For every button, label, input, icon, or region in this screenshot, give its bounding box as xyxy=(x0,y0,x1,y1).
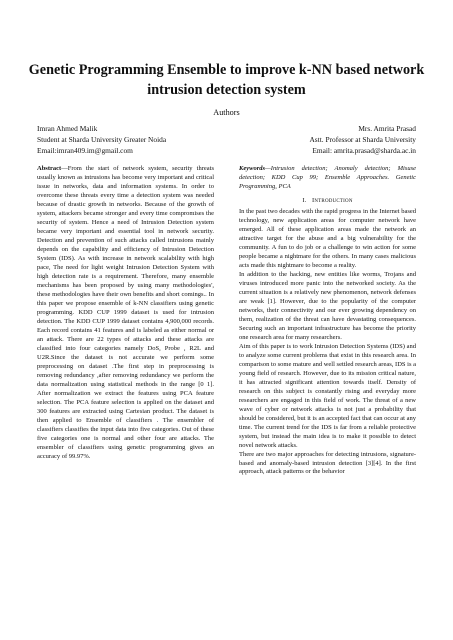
paper-title: Genetic Programming Ensemble to improve k-NN based network intrusion detection system xyxy=(28,62,425,98)
left-column xyxy=(37,165,214,461)
author-name: Mrs. Amrita Prasad xyxy=(358,124,416,133)
abstract xyxy=(37,165,214,461)
author-affiliation: Astt. Professor at Sharda University xyxy=(309,135,416,144)
section-heading xyxy=(239,197,416,206)
intro-paragraph-3: Aim of this paper is to work Intrusion Detection Systems (IDS) and to analyze some current problems that exist in this research area. In comparison to some mature and well settled research areas, IDS is a young field of research. However, due to its mission critical nature, it has attracted significant attention towards itself. Density of research on this subject is constantly rising and everyday more researchers are engaged in this field of work. The threat of a new wave of cyber or network attacks is not just a probability that should be considered, but it is an accepted fact that can occur at any time. The current trend for the IDS is far from a reliable protective system, but instead the main idea is to make it possible to detect novel network attacks. xyxy=(239,342,416,449)
abstract-label: Abstract xyxy=(37,165,62,172)
author-email: Email:imran409.im@gmail.com xyxy=(37,146,133,155)
section-title: Introduction xyxy=(312,196,353,204)
right-column xyxy=(239,165,416,477)
keywords-label: Keywords xyxy=(239,165,265,172)
author-block-1 xyxy=(37,123,166,156)
intro-paragraph-2: In addition to the hacking, new entities like worms, Trojans and viruses introduced more panic into the networked society. As the current situation is a relatively new phenomenon, network defenses are weak [1]. However, due to the popularity of the computer networks, their connectivity and our ever growing dependency on them, realization of the threat can have devastating consequences. Securing such an important infrastructure has become the priority one research area for many researchers. xyxy=(239,270,416,341)
intro-paragraph-1: In the past two decades with the rapid progress in the Internet based technology, new application areas for computer network have emerged. All of these application areas made the network an attractive target for the abuse and a big vulnerability for the community. A fun to do job or a challenge to win action for some people became a nightmare for the others. In many cases malicious acts made this nightmare to become a reality. xyxy=(239,207,416,269)
abstract-text: —From the start of network system, security threats usually known as intrusions has become very important and critical issue in networks, data and information systems. In order to overcome these threats every time a detection system was needed because of drastic growth in networks. Because of the growth of system, attackers became stronger and every time compromises the security of system. Hence a need of Intrusion Detection system became very important and essential tool in network security. Detection and prevention of such attacks called intrusions mainly depends on the capability and efficiency of Intrusion Detection System (IDS). As with increase in network scalability with high pace, The need for light weight Intrusion Detection System with high detection rate is a requirement. Therefore, many ensemble mechanisms has been proposed by using many methodologies', these methodologies have their own benefits and short comings.. In this paper we propose ensemble of k-NN classifiers using genetic programming. KDD CUP 1999 dataset is used for intrusion detection. The KDD CUP 1999 dataset contains 4,900,000 records. Each record contains 41 features and is labeled as either normal or an attack. There are 22 types of attacks and these attacks are classified into four categories namely DoS, Probe , R2L and U2R.Since the dataset is not accurate we perform some preprocessing on dataset .The first step in preprocessing is removing redundancy ,after removing redundancy we perform the data normalization using statistical methods in the range [0 1]. After normalization we extract the features using PCA feature selection. The PCA feature selection is applied on the dataset and 300 features are extracted using Cartesian product. The dataset is then applied to Ensemble of classifiers . The ensembler of classifiers classifies the input data into five categories. Out of these five categories one is normal and other four are attacks. The ensembler of classifiers using genetic programming gives an accuracy of 99.97%. xyxy=(37,165,214,460)
author-affiliation: Student at Sharda University Greater Noida xyxy=(37,135,167,144)
keywords xyxy=(239,165,416,192)
section-number: I. xyxy=(302,196,307,204)
authors-heading: Authors xyxy=(213,108,240,117)
intro-paragraph-4: There are two major approaches for detecting intrusions, signature-based and anomaly-based intrusion detection [3][4]. In the first approach, attack patterns or the behavior xyxy=(239,450,416,476)
keywords-text: —Intrusion detection; Anomaly detection; Misuse detection; KDD Cup 99; Ensemble Approaches. Genetic Programming, PCA xyxy=(239,165,416,190)
author-name: Imran Ahmed Malik xyxy=(37,124,98,133)
author-block-2 xyxy=(309,123,416,156)
author-email: Email: amrita.prasad@sharda.ac.in xyxy=(312,146,416,155)
